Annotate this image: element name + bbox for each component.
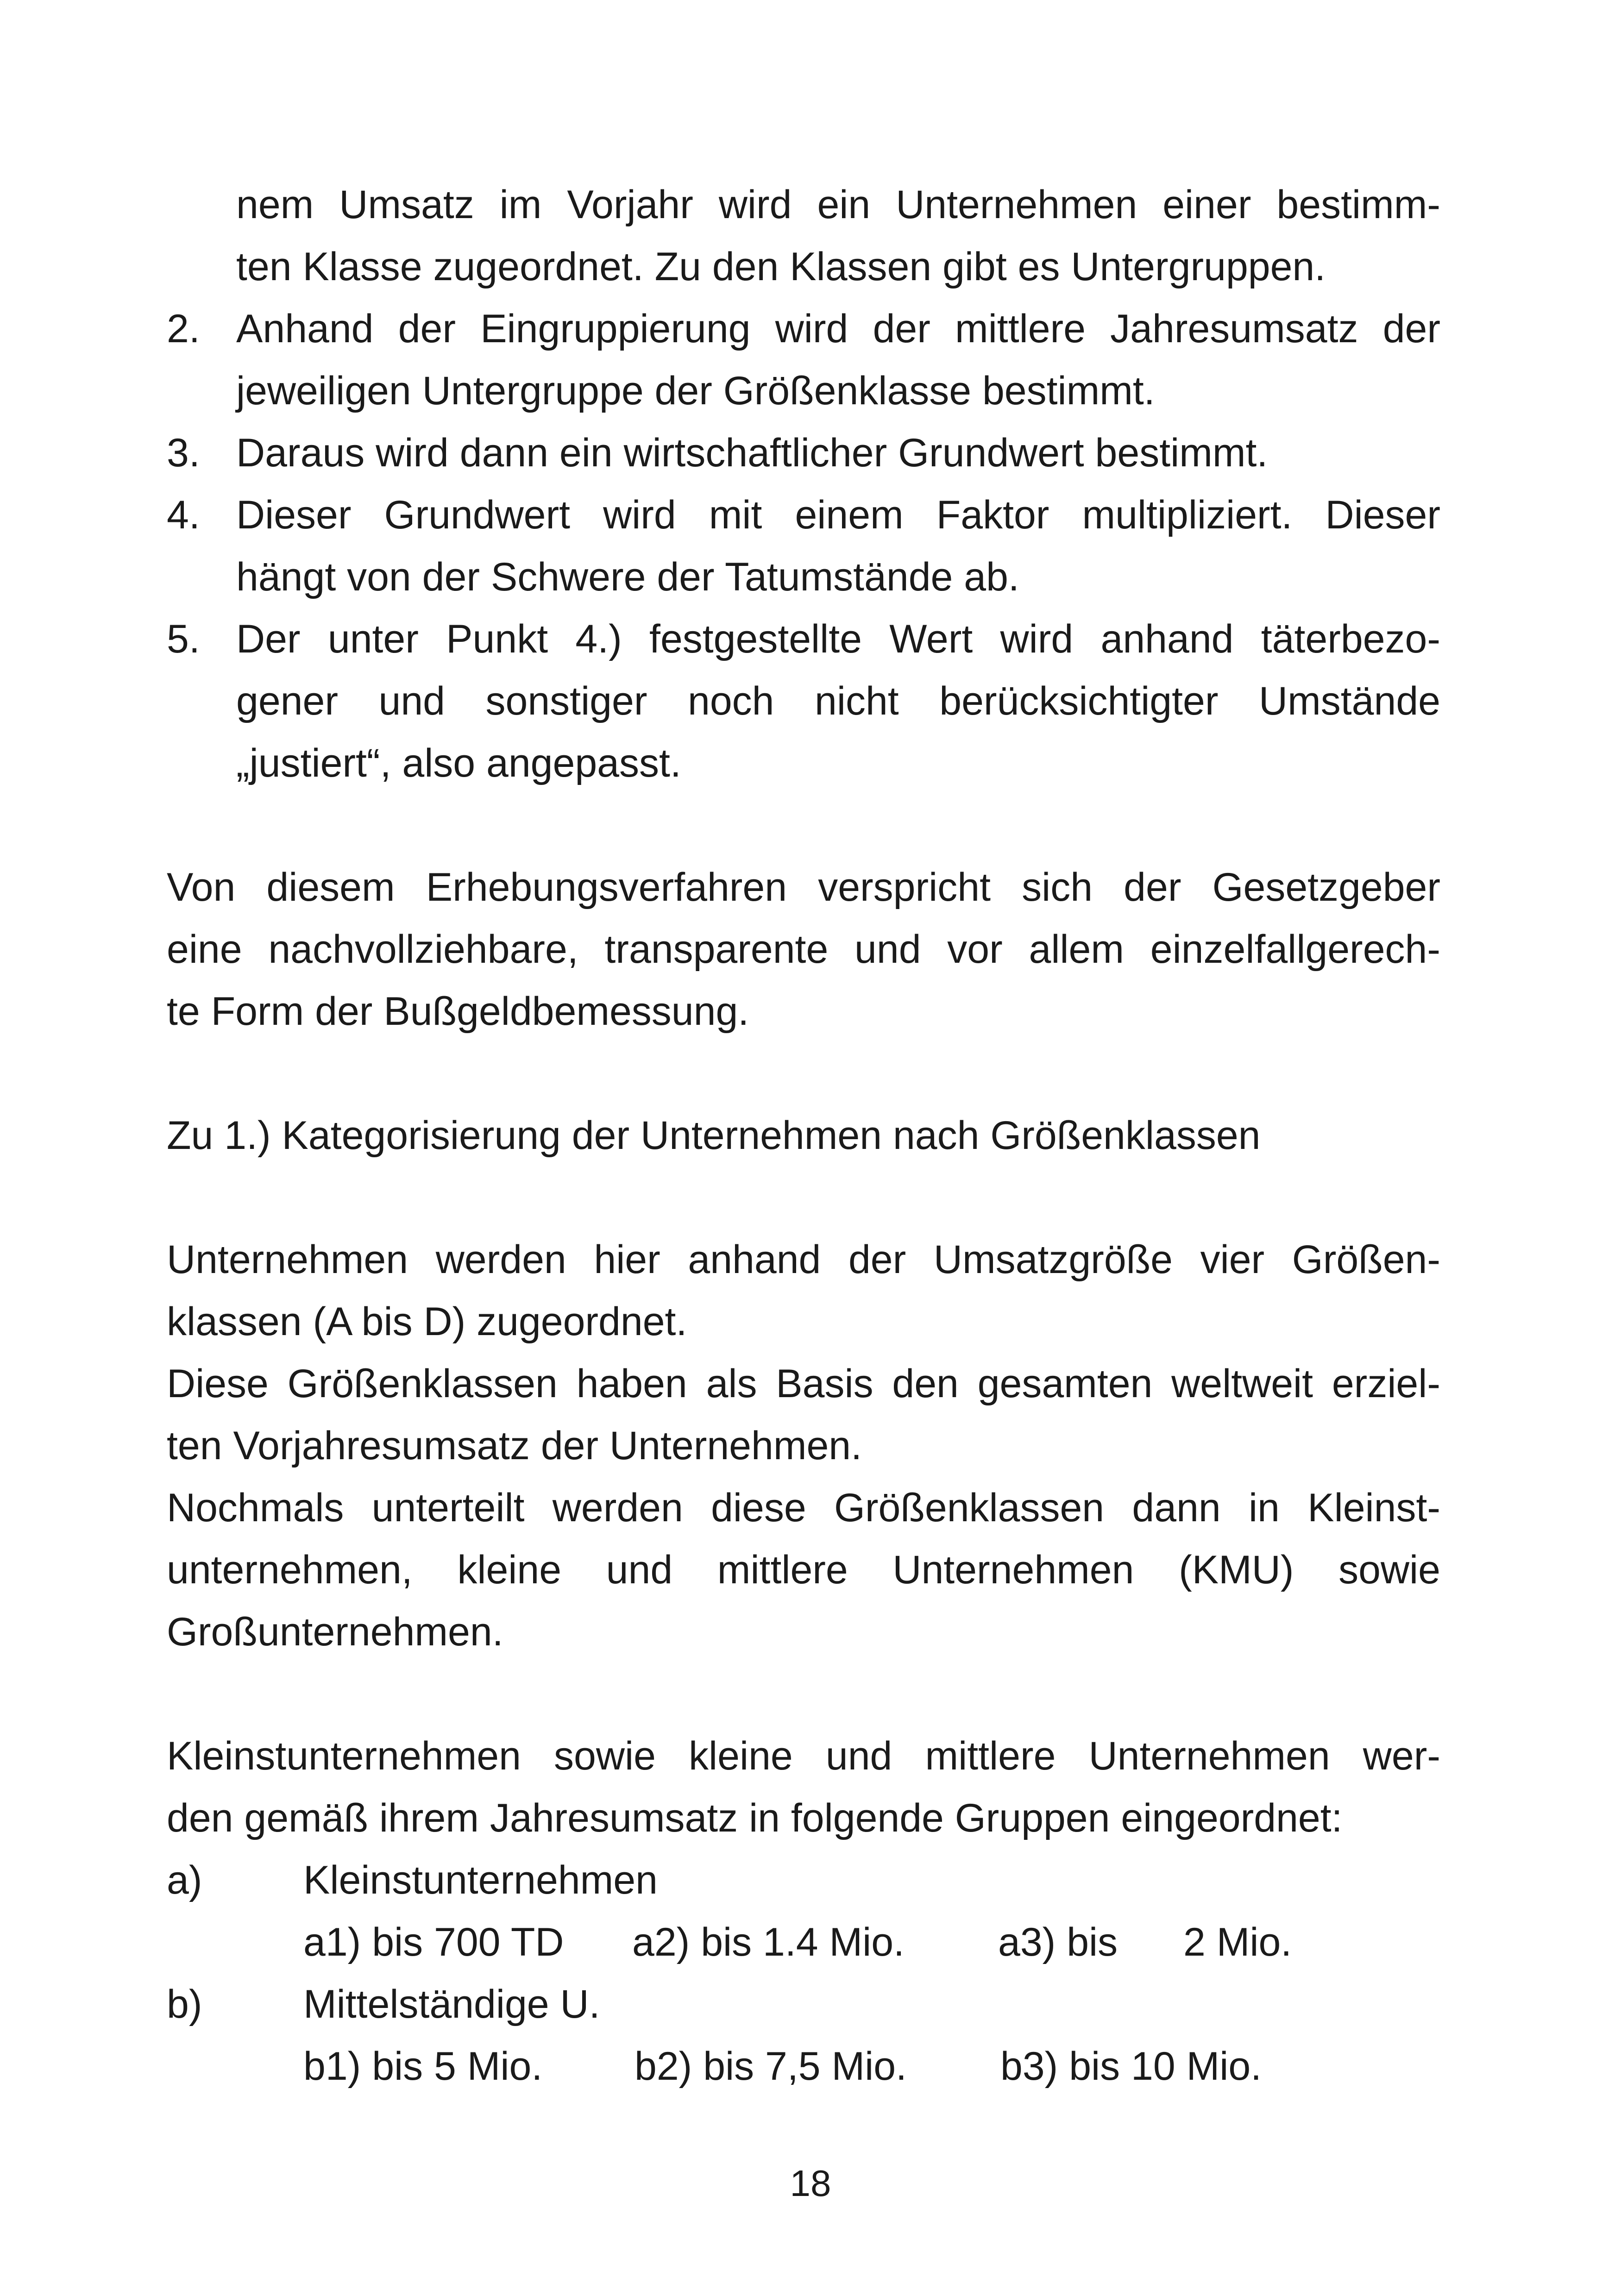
group-b-value-1: b1) bis 5 Mio. <box>303 2044 543 2089</box>
list-item-2-line-1: Anhand der Eingruppierung wird der mittlere Jahresumsatz der <box>236 307 1440 351</box>
group-a-letter: a) <box>167 1858 202 1902</box>
group-a-value-4: 2 Mio. <box>1183 1920 1292 1964</box>
list-item-1-line-1: nem Umsatz im Vorjahr wird ein Unternehmen einer bestimm- <box>236 182 1440 227</box>
list-number-2: 2. <box>167 307 200 351</box>
paragraph-4-line-2: unternehmen, kleine und mittlere Unternehmen (KMU) sowie <box>167 1548 1440 1592</box>
paragraph-2-line-1: Unternehmen werden hier anhand der Umsatzgröße vier Größen- <box>167 1237 1440 1282</box>
group-b-value-3: b3) bis 10 Mio. <box>1000 2044 1262 2089</box>
list-item-2-line-2: jeweiligen Untergruppe der Größenklasse bestimmt. <box>236 369 1155 413</box>
list-item-1-line-2: ten Klasse zugeordnet. Zu den Klassen gibt es Untergruppen. <box>236 245 1326 289</box>
paragraph-1-line-2: eine nachvollziehbare, transparente und vor allem einzelfallgerech- <box>167 927 1440 972</box>
group-a-value-2: a2) bis 1.4 Mio. <box>632 1920 905 1964</box>
list-item-3-line-1: Daraus wird dann ein wirtschaftlicher Grundwert bestimmt. <box>236 431 1268 475</box>
list-item-5-line-2: gener und sonstiger noch nicht berücksichtigter Umstände <box>236 679 1440 723</box>
list-item-4-line-1: Dieser Grundwert wird mit einem Faktor multipliziert. Dieser <box>236 493 1440 537</box>
section-heading: Zu 1.) Kategorisierung der Unternehmen nach Größenklassen <box>167 1113 1261 1158</box>
paragraph-1-line-3: te Form der Bußgeldbemessung. <box>167 989 749 1034</box>
list-item-5-line-1: Der unter Punkt 4.) festgestellte Wert wird anhand täterbezo- <box>236 617 1440 661</box>
list-number-4: 4. <box>167 493 200 537</box>
group-a-name: Kleinstunternehmen <box>303 1858 658 1902</box>
paragraph-4-line-1: Nochmals unterteilt werden diese Größenklassen dann in Kleinst- <box>167 1486 1440 1530</box>
group-a-value-1: a1) bis 700 TD <box>303 1920 564 1964</box>
list-item-5-line-3: „justiert“, also angepasst. <box>236 741 681 785</box>
list-number-5: 5. <box>167 617 200 661</box>
paragraph-5-line-1: Kleinstunternehmen sowie kleine und mittlere Unternehmen wer- <box>167 1734 1440 1778</box>
list-item-4-line-2: hängt von der Schwere der Tatumstände ab. <box>236 555 1019 599</box>
paragraph-3-line-1: Diese Größenklassen haben als Basis den gesamten weltweit erziel- <box>167 1361 1440 1406</box>
paragraph-3-line-2: ten Vorjahresumsatz der Unternehmen. <box>167 1424 862 1468</box>
page-number: 18 <box>790 2163 831 2204</box>
paragraph-4-line-3: Großunternehmen. <box>167 1610 503 1654</box>
paragraph-5-line-2: den gemäß ihrem Jahresumsatz in folgende Gruppen eingeordnet: <box>167 1796 1343 1840</box>
paragraph-1-line-1: Von diesem Erhebungsverfahren verspricht sich der Gesetzgeber <box>167 865 1440 910</box>
paragraph-2-line-2: klassen (A bis D) zugeordnet. <box>167 1299 687 1344</box>
group-b-value-2: b2) bis 7,5 Mio. <box>635 2044 907 2089</box>
group-b-letter: b) <box>167 1982 202 2026</box>
list-number-3: 3. <box>167 431 200 475</box>
group-b-name: Mittelständige U. <box>303 1982 600 2026</box>
group-a-value-3: a3) bis <box>998 1920 1118 1964</box>
